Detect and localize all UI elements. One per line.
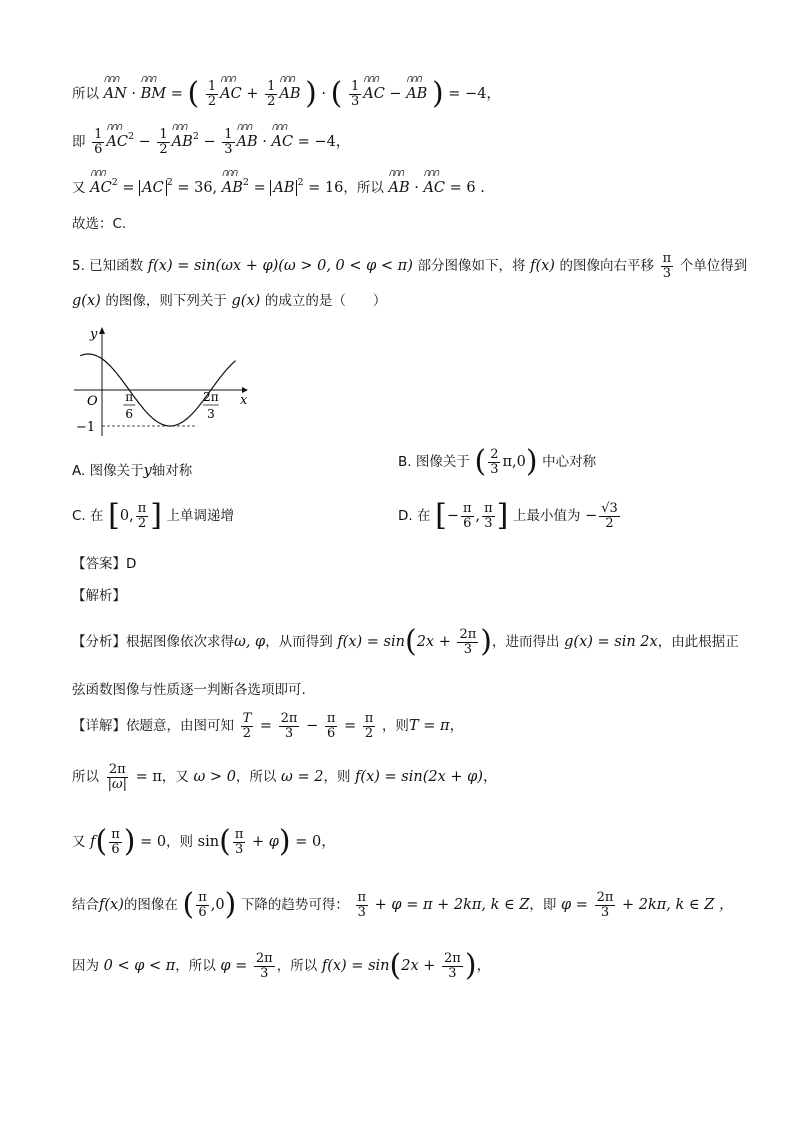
eq1-tail: = −4， bbox=[448, 86, 501, 103]
analysis-label: 【解析】 bbox=[72, 588, 126, 604]
eq-line-3: 又 ꓵꓵꓵ $AC^2$ = AC $^2$ = 36, ꓵꓵꓵ $AB^2$ = AB $^2$ = 16，所以 ꓵꓵꓵ AB · ꓵꓵꓵ AC = 6 . bbox=[72, 178, 485, 196]
x-tick-pi-6 bbox=[123, 390, 135, 421]
zero-line: 又 f( $\frac{\pi}{6}$ ) = 0，则 sin( $\frac{\pi}{3}$ + φ) = 0， bbox=[72, 824, 336, 860]
vec-an: ꓵꓵꓵ AN bbox=[104, 87, 127, 102]
fenxi-line-2: 弦函数图像与性质逐一判断各选项即可. bbox=[72, 682, 306, 698]
option-d[interactable]: D. 在 [− $\frac{\pi}{6}$ , $\frac{\pi}{3}$ ] 上最小值为 − $\frac{√3}{2}$ bbox=[398, 498, 618, 534]
q5-line-1: 5. 已知函数 f(x) = sin(ωx + φ)(ω > 0, 0 < φ < π) 部分图像如下，将 f(x) 的图像向右平移 $\frac{\pi}{3}$ 个单位得到 bbox=[72, 251, 748, 281]
option-a[interactable]: A. 图像关于y轴对称 bbox=[72, 463, 193, 479]
svg-text:6: 6 bbox=[125, 407, 134, 421]
y-axis-arrow bbox=[99, 327, 105, 334]
omega-line: 所以 $\frac{2\pi}{|\omega|}$ = π，又 ω > 0，所以 ω = 2，则 f(x) = sin(2x + φ)， bbox=[72, 762, 498, 792]
answer-label: 【答案】D bbox=[72, 556, 137, 572]
fenxi-line: 【分析】根据图像依次求得ω, φ，从而得到 f(x) = sin(2x + $\frac{2\pi}{3}$ )，进而得出 g(x) = sin 2x，由此根据正 bbox=[72, 624, 739, 660]
eq-line-1: 所以 ꓵꓵꓵ AN · ꓵꓵꓵ BM = ( $\frac{1}{2}$ ꓵꓵꓵ AC + $\frac{1}{2}$ ꓵꓵꓵ AB ) · ( $\frac{1}{3}$ ꓵꓵꓵ AC − ꓵꓵꓵ AB ) = −4， bbox=[72, 80, 501, 108]
x-label: x bbox=[240, 393, 248, 408]
detail-line: 【详解】依题意，由图可知 $\frac{T}{2}$ = $\frac{2\pi}{3}$ − $\frac{\pi}{6}$ = $\frac{\pi}{2}$ ，则T = π， bbox=[72, 711, 465, 741]
svg-text:2π: 2π bbox=[203, 390, 219, 404]
y-label: y bbox=[90, 327, 98, 342]
function-graph bbox=[70, 322, 260, 440]
x-tick-2pi-3 bbox=[203, 390, 219, 421]
option-b[interactable]: B. 图像关于 ( $\frac{2}{3}$ π,0) 中心对称 bbox=[398, 444, 597, 480]
text-so: 所以 bbox=[72, 86, 99, 103]
vec-bm: ꓵꓵꓵ BM bbox=[141, 87, 167, 102]
svg-text:3: 3 bbox=[207, 407, 215, 421]
q5-line-2: g(x) 的图像，则下列关于 g(x) 的成立的是（ ） bbox=[72, 293, 387, 309]
choose-line: 故选：C. bbox=[72, 216, 127, 232]
option-c[interactable]: C. 在 [0, $\frac{\pi}{2}$ ] 上单调递增 bbox=[72, 498, 235, 534]
eq-line-2: 即 $\frac{1}{6}$ ꓵꓵꓵ $AC^2$ − $\frac{1}{2}$ ꓵꓵꓵ $AB^2$ − $\frac{1}{3}$ ꓵꓵꓵ AB · ꓵꓵꓵ AC = −4， bbox=[72, 128, 350, 156]
final-line: 因为 0 < φ < π，所以 φ = $\frac{2\pi}{3}$ ，所以 f(x) = sin(2x + $\frac{2\pi}{3}$ )， bbox=[72, 948, 492, 984]
y-tick-label: −1 bbox=[76, 420, 96, 435]
origin-label: O bbox=[87, 394, 98, 409]
svg-text:π: π bbox=[125, 390, 134, 404]
trend-line: 结合f(x)的图像在 ( $\frac{\pi}{6}$ ,0) 下降的趋势可得： $\frac{\pi}{3}$ + φ = π + 2kπ, k ∈ Z，即 φ = $\frac{2\pi}{3}$ + 2kπ, k ∈ Z ， bbox=[72, 887, 734, 923]
